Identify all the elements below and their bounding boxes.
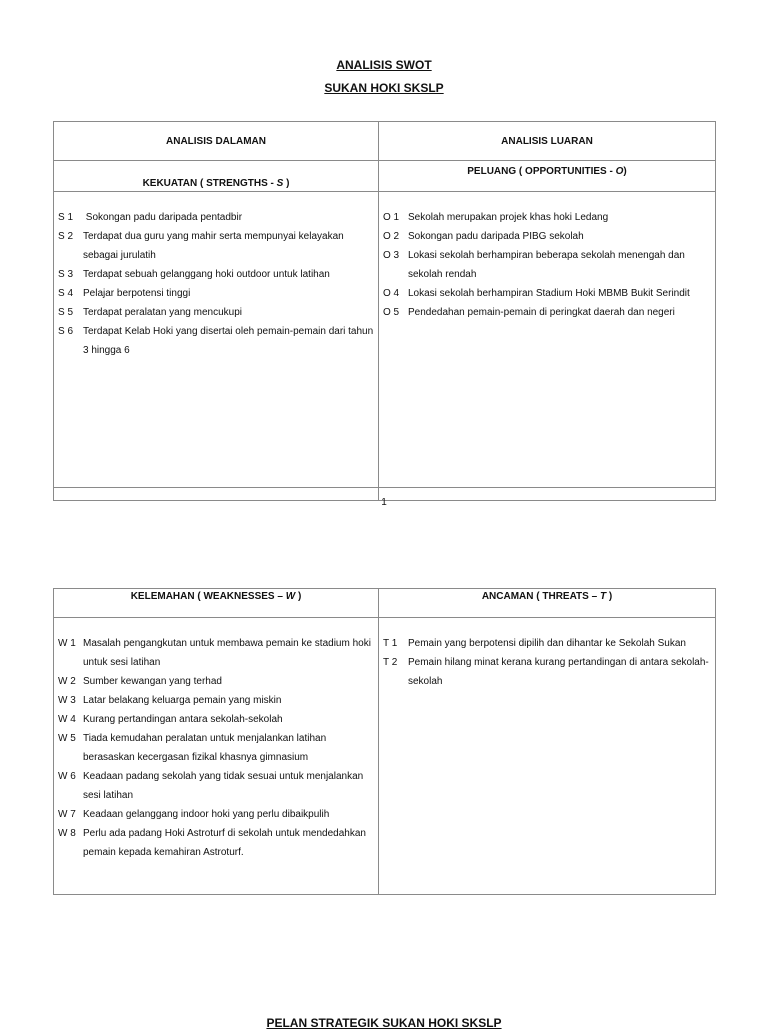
document-subtitle: SUKAN HOKI SKSLP xyxy=(324,81,444,95)
item-text: Pelajar berpotensi tinggi xyxy=(83,288,191,299)
strengths-header xyxy=(54,161,379,192)
item-text: Masalah pengangkutan untuk membawa pemain ke stadium hoki untuk sesi latihan xyxy=(83,638,371,668)
item-code: W 5 xyxy=(58,733,76,744)
opportunities-header-label: PELUANG ( OPPORTUNITIES - xyxy=(467,166,616,177)
list-item xyxy=(58,767,374,805)
item-code: S 5 xyxy=(58,307,74,318)
document-title: ANALISIS SWOT xyxy=(336,58,432,72)
item-code: S 4 xyxy=(58,288,74,299)
item-text: Terdapat peralatan yang mencukupi xyxy=(83,307,242,318)
item-text: Sokongan padu daripada pentadbir xyxy=(83,212,243,223)
item-text: Sekolah merupakan projek khas hoki Ledang xyxy=(408,212,609,223)
list-item xyxy=(58,729,374,767)
list-item xyxy=(383,303,711,322)
opportunities-list xyxy=(379,192,715,322)
item-text: Keadaan padang sekolah yang tidak sesuai untuk menjalankan sesi latihan xyxy=(83,771,364,801)
item-text: Sokongan padu daripada PIBG sekolah xyxy=(408,231,584,242)
item-code: O 3 xyxy=(383,250,400,261)
list-item xyxy=(383,246,711,284)
item-code: S 3 xyxy=(58,269,74,280)
item-code: O 4 xyxy=(383,288,400,299)
item-code: S 2 xyxy=(58,231,74,242)
item-code: O 5 xyxy=(383,307,400,318)
item-code: W 7 xyxy=(58,809,76,820)
item-code: W 1 xyxy=(58,638,76,649)
item-code: T 1 xyxy=(383,638,398,649)
swot-table-internal-external xyxy=(53,121,716,501)
weaknesses-header xyxy=(54,589,379,618)
list-item xyxy=(58,265,374,284)
strengths-letter: S xyxy=(276,178,284,189)
item-code: W 3 xyxy=(58,695,76,706)
item-code: W 8 xyxy=(58,828,76,839)
threats-header-label: ANCAMAN ( THREATS – xyxy=(481,591,600,602)
list-item xyxy=(58,303,374,322)
threats-cell xyxy=(379,618,716,895)
list-item xyxy=(383,634,711,653)
item-code: T 2 xyxy=(383,657,398,668)
item-code: W 6 xyxy=(58,771,76,782)
list-item xyxy=(58,634,374,672)
next-section-title: PELAN STRATEGIK SUKAN HOKI SKSLP xyxy=(266,1016,502,1030)
item-code: S 6 xyxy=(58,326,74,337)
item-code: W 2 xyxy=(58,676,76,687)
weaknesses-list xyxy=(54,618,378,862)
item-code: W 4 xyxy=(58,714,76,725)
weaknesses-letter: W xyxy=(285,591,296,602)
item-text: Kurang pertandingan antara sekolah-sekolah xyxy=(83,714,283,725)
swot-table-weaknesses-threats xyxy=(53,588,716,895)
item-text: Sumber kewangan yang terhad xyxy=(83,676,222,687)
weaknesses-header-label: KELEMAHAN ( WEAKNESSES – xyxy=(130,591,286,602)
item-text: Terdapat dua guru yang mahir serta mempunyai kelayakan sebagai jurulatih xyxy=(83,231,344,261)
external-analysis-header: ANALISIS LUARAN xyxy=(379,122,716,161)
strengths-list xyxy=(54,192,378,360)
list-item xyxy=(383,208,711,227)
item-text: Terdapat Kelab Hoki yang disertai oleh pemain-pemain dari tahun 3 hingga 6 xyxy=(83,326,374,356)
list-item xyxy=(58,672,374,691)
list-item xyxy=(383,284,711,303)
item-text: Lokasi sekolah berhampiran beberapa sekolah menengah dan sekolah rendah xyxy=(408,250,685,280)
page-number: 1 xyxy=(381,497,387,508)
item-text: Latar belakang keluarga pemain yang miskin xyxy=(83,695,282,706)
list-item xyxy=(58,208,374,227)
internal-analysis-header: ANALISIS DALAMAN xyxy=(54,122,379,161)
weaknesses-header-close: ) xyxy=(295,591,302,602)
threats-letter: T xyxy=(599,591,607,602)
list-item xyxy=(58,691,374,710)
opportunities-header-close: ) xyxy=(623,166,627,177)
strengths-header-label: KEKUATAN ( STRENGTHS - xyxy=(142,178,277,189)
threats-header-close: ) xyxy=(606,591,613,602)
item-code: S 1 xyxy=(58,212,74,223)
list-item xyxy=(58,824,374,862)
opportunities-cell xyxy=(379,192,716,488)
opportunities-letter: O xyxy=(615,166,624,177)
item-text: Pendedahan pemain-pemain di peringkat daerah dan negeri xyxy=(408,307,675,318)
item-text: Keadaan gelanggang indoor hoki yang perlu dibaikpulih xyxy=(83,809,330,820)
item-text: Terdapat sebuah gelanggang hoki outdoor untuk latihan xyxy=(83,269,330,280)
list-item xyxy=(383,227,711,246)
list-item xyxy=(58,805,374,824)
item-code: O 2 xyxy=(383,231,400,242)
item-text: Perlu ada padang Hoki Astroturf di sekolah untuk mendedahkan pemain kepada kemahiran Astroturf. xyxy=(83,828,366,858)
list-item xyxy=(58,284,374,303)
item-text: Pemain hilang minat kerana kurang pertandingan di antara sekolah-sekolah xyxy=(408,657,709,687)
item-text: Pemain yang berpotensi dipilih dan dihantar ke Sekolah Sukan xyxy=(408,638,686,649)
weaknesses-cell xyxy=(54,618,379,895)
opportunities-header xyxy=(379,161,716,192)
list-item xyxy=(58,710,374,729)
list-item xyxy=(58,227,374,265)
item-code: O 1 xyxy=(383,212,400,223)
strengths-cell xyxy=(54,192,379,488)
item-text: Tiada kemudahan peralatan untuk menjalankan latihan berasaskan kecergasan fizikal khasnya gimnasium xyxy=(83,733,327,763)
strengths-header-close: ) xyxy=(283,178,290,189)
list-item xyxy=(383,653,711,691)
threats-header xyxy=(379,589,716,618)
threats-list xyxy=(379,618,715,691)
list-item xyxy=(58,322,374,360)
item-text: Lokasi sekolah berhampiran Stadium Hoki MBMB Bukit Serindit xyxy=(408,288,690,299)
